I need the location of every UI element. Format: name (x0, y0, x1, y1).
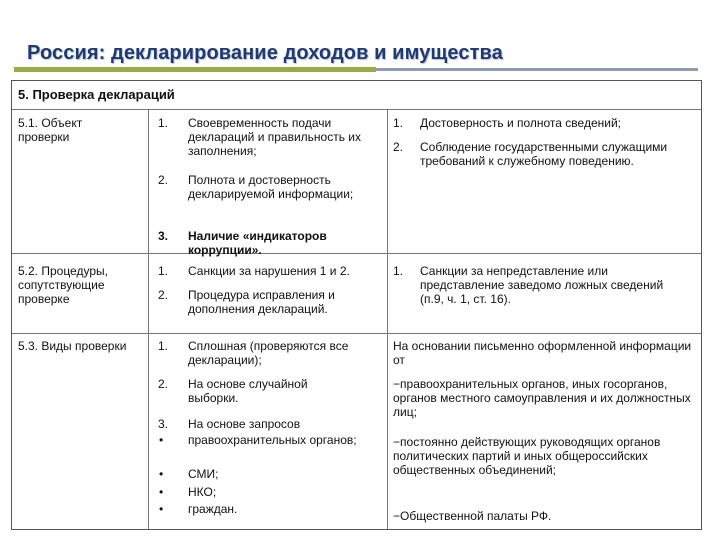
item-number: 2. (158, 377, 169, 391)
list-item (393, 435, 693, 477)
list-item: СМИ; (188, 467, 219, 481)
dash: − (393, 435, 401, 449)
list-item: Санкции за непредставление или представление заведомо ложных сведений (п.9, ч. 1, ст. 16). (420, 264, 664, 306)
row-label-object: 5.1. Объект проверки (18, 116, 83, 144)
list-item: Достоверность и полнота сведений; (420, 116, 621, 130)
list-item: Полнота и достоверность декларируемой информации; (188, 173, 354, 201)
list-item: Сплошная (проверяются все декларации); (188, 339, 349, 367)
list-item-text: правоохранительных органов, иных госорганов, органов местного самоуправления и их должностных лиц; (393, 377, 691, 419)
list-item: Соблюдение государственными служащими требований к служебному поведению. (420, 140, 668, 168)
list-item: На основе случайной выборки. (188, 377, 308, 405)
divider (12, 333, 701, 334)
list-item: Процедура исправления и дополнения деклараций. (188, 288, 335, 316)
item-number: 1. (393, 264, 404, 278)
item-number: 1. (158, 339, 169, 353)
list-item-text: Общественной палаты РФ. (400, 509, 552, 523)
table-header: 5. Проверка деклараций (18, 87, 175, 102)
item-number: 3. (158, 229, 169, 243)
item-number: 3. (158, 417, 169, 431)
list-item (393, 509, 693, 523)
bullet: • (159, 485, 164, 499)
item-number: 1. (158, 264, 169, 278)
list-item-text: постоянно действующих руководящих органов политических партий и иных общероссийских общественных объединений; (393, 435, 661, 477)
bullet: • (159, 502, 164, 516)
row-label-procedures: 5.2. Процедуры, сопутствующие проверке (18, 264, 108, 306)
list-item: На основе запросов (188, 417, 301, 431)
slide-title: Россия: декларирование доходов и имущества (27, 42, 503, 64)
divider (387, 109, 388, 529)
item-number: 2. (158, 288, 169, 302)
dash: − (393, 377, 401, 391)
row-label-types: 5.3. Виды проверки (18, 339, 127, 353)
item-number: 2. (158, 173, 169, 187)
list-item: Санкции за нарушения 1 и 2. (188, 264, 350, 278)
list-item: НКО; (188, 485, 217, 499)
dash: − (393, 509, 401, 523)
divider (148, 109, 149, 529)
item-number: 1. (158, 116, 169, 130)
bullet: • (159, 467, 164, 481)
right-intro: На основании письменно оформленной информации от (393, 339, 692, 367)
item-number: 1. (393, 116, 404, 130)
title-rule-accent (14, 67, 376, 72)
list-item: граждан. (188, 502, 238, 516)
list-item: Своевременность подачи деклараций и правильность их заполнения; (188, 116, 361, 158)
list-item (393, 377, 693, 419)
bullet: • (159, 433, 164, 447)
declaration-table (11, 80, 702, 530)
item-number: 2. (393, 140, 404, 154)
divider (12, 109, 701, 110)
list-item: правоохранительных органов; (188, 433, 357, 447)
list-item: Наличие «индикаторов коррупции». (188, 229, 327, 257)
